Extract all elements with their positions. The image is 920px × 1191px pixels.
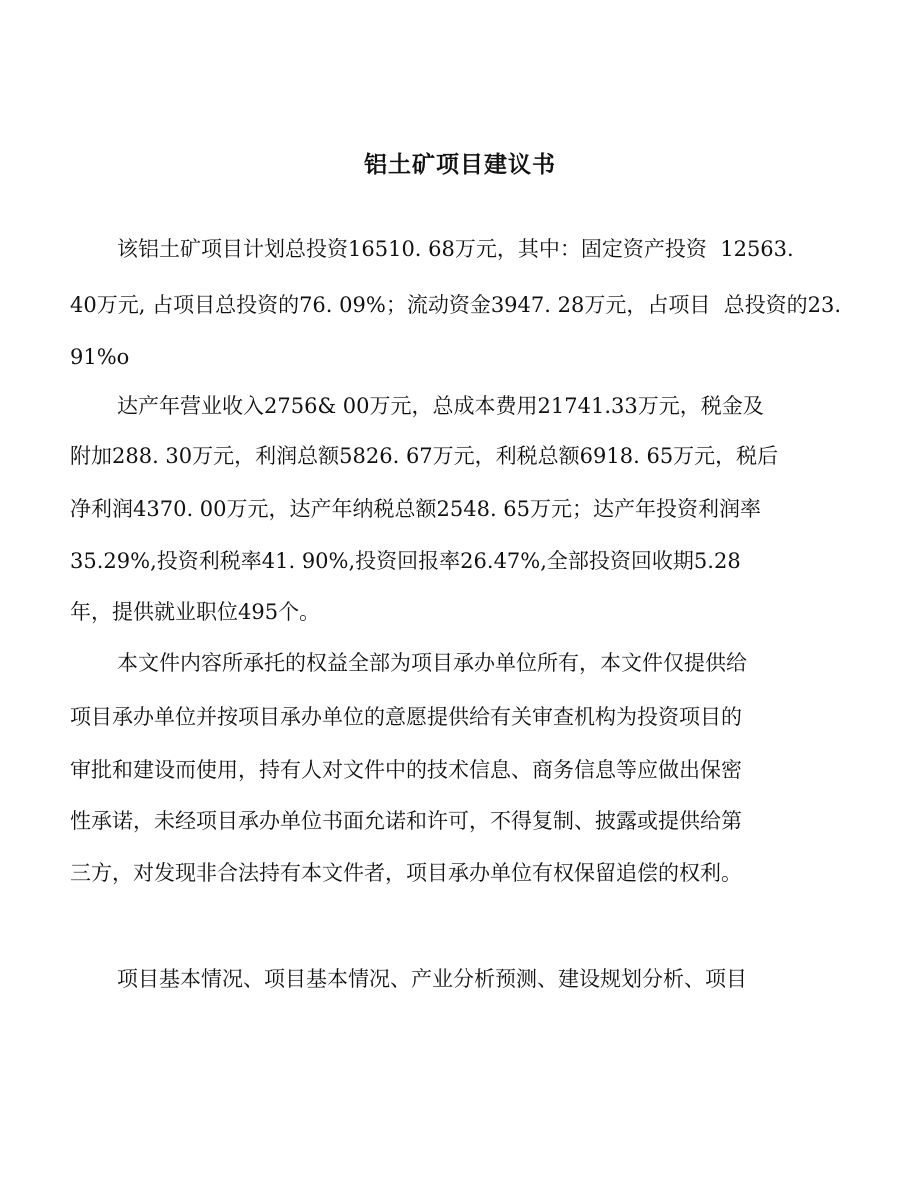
investment-line-2: 40万元, 占项目总投资的76. 09%；流动资金3947. 28万元，占项目 总投资的23. (70, 293, 842, 317)
revenue-line-2: 附加288. 30万元，利润总额5826. 67万元，利税总额6918. 65万元，税后 (70, 444, 779, 468)
confidentiality-line-5: 三方，对发现非合法持有本文件者，项目承办单位有权保留追偿的权利。 (70, 861, 742, 885)
revenue-line-1: 达产年营业收入2756& 00万元，总成本费用21741.33万元，税金及 (117, 394, 764, 418)
revenue-line-5: 年，提供就业职位495个。 (70, 600, 321, 624)
confidentiality-line-4: 性承诺，未经项目承办单位书面允诺和许可，不得复制、披露或提供给第 (70, 809, 742, 833)
investment-line-1: 该铝土矿项目计划总投资16510. 68万元，其中：固定资产投资 12563. (117, 237, 794, 261)
contents-line-1: 项目基本情况、项目基本情况、产业分析预测、建设规划分析、项目 (117, 967, 747, 991)
confidentiality-line-3: 审批和建设而使用，持有人对文件中的技术信息、商务信息等应做出保密 (70, 758, 742, 782)
revenue-line-4: 35.29%,投资利税率41. 90%,投资回报率26.47%,全部投资回收期5.28 (70, 549, 741, 573)
revenue-line-3: 净利润4370. 00万元，达产年纳税总额2548. 65万元；达产年投资利润率 (70, 497, 762, 521)
confidentiality-line-1: 本文件内容所承托的权益全部为项目承办单位所有，本文件仅提供给 (117, 651, 747, 675)
document-title: 铝土矿项目建议书 (364, 151, 556, 178)
confidentiality-line-2: 项目承办单位并按项目承办单位的意愿提供给有关审查机构为投资项目的 (70, 705, 742, 729)
investment-line-3: 91%o (70, 345, 130, 369)
